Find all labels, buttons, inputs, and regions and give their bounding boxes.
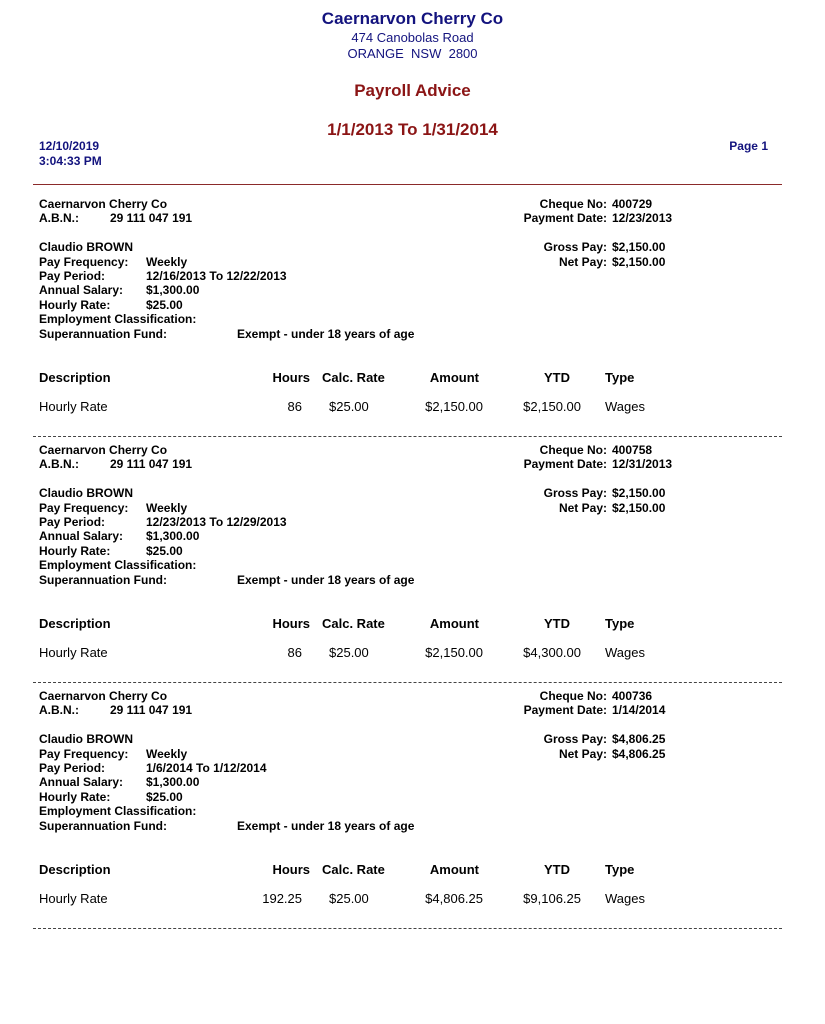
pay-period-value: 12/16/2013 To 12/22/2013 [146, 269, 287, 283]
employee-name: Claudio BROWN [39, 732, 133, 746]
print-time: 3:04:33 PM [39, 154, 102, 168]
line-type: Wages [605, 645, 645, 660]
cheque-no-value: 400758 [612, 443, 653, 457]
payment-date-value: 12/31/2013 [612, 457, 673, 471]
company-title: Caernarvon Cherry Co [321, 9, 504, 28]
net-pay-value: $4,806.25 [612, 747, 666, 761]
pay-period-value: 1/6/2014 To 1/12/2014 [146, 761, 267, 775]
line-calc-rate: $25.00 [329, 645, 369, 660]
annual-salary-value: $1,300.00 [146, 529, 200, 543]
page-number: Page 1 [729, 139, 768, 153]
gross-pay-value: $2,150.00 [612, 486, 666, 500]
payment-date-label: Payment Date: [523, 457, 607, 471]
header-divider [33, 184, 782, 185]
line-calc-rate: $25.00 [329, 891, 369, 906]
line-description: Hourly Rate [39, 891, 108, 906]
line-hours: 86 [287, 645, 302, 660]
superannuation-fund-label: Superannuation Fund: [39, 819, 167, 833]
annual-salary-value: $1,300.00 [146, 283, 200, 297]
col-hours-header: Hours [272, 862, 310, 877]
superannuation-fund-label: Superannuation Fund: [39, 573, 167, 587]
col-calc-rate-header: Calc. Rate [322, 616, 385, 631]
superannuation-fund-label: Superannuation Fund: [39, 327, 167, 341]
annual-salary-label: Annual Salary: [39, 283, 124, 297]
pay-period-label: Pay Period: [39, 515, 106, 529]
line-ytd: $9,106.25 [523, 891, 581, 906]
cheque-no-label: Cheque No: [539, 689, 607, 703]
payment-date-label: Payment Date: [523, 703, 607, 717]
col-ytd-header: YTD [544, 616, 570, 631]
line-hours: 86 [287, 399, 302, 414]
report-date-range: 1/1/2013 To 1/31/2014 [327, 120, 498, 139]
pay-frequency-value: Weekly [146, 255, 188, 269]
gross-pay-label: Gross Pay: [543, 486, 607, 500]
record-divider [33, 928, 782, 929]
record-divider [33, 436, 782, 437]
abn-value: 29 111 047 191 [110, 703, 193, 717]
line-calc-rate: $25.00 [329, 399, 369, 414]
annual-salary-label: Annual Salary: [39, 529, 124, 543]
gross-pay-value: $2,150.00 [612, 240, 666, 254]
record-divider [33, 682, 782, 683]
line-hours: 192.25 [262, 891, 302, 906]
pay-frequency-label: Pay Frequency: [39, 501, 129, 515]
col-calc-rate-header: Calc. Rate [322, 370, 385, 385]
col-type-header: Type [605, 862, 635, 877]
pay-frequency-value: Weekly [146, 501, 188, 515]
hourly-rate-value: $25.00 [146, 790, 183, 804]
line-description: Hourly Rate [39, 399, 108, 414]
employee-name: Claudio BROWN [39, 240, 133, 254]
record-company: Caernarvon Cherry Co [39, 443, 168, 457]
col-description-header: Description [39, 370, 111, 385]
col-description-header: Description [39, 616, 111, 631]
abn-value: 29 111 047 191 [110, 457, 193, 471]
hourly-rate-label: Hourly Rate: [39, 790, 111, 804]
employment-classification-label: Employment Classification: [39, 558, 197, 572]
col-type-header: Type [605, 616, 635, 631]
company-address-line2: ORANGE NSW 2800 [347, 46, 478, 61]
pay-frequency-value: Weekly [146, 747, 188, 761]
col-amount-header: Amount [429, 616, 479, 631]
pay-frequency-label: Pay Frequency: [39, 255, 129, 269]
gross-pay-label: Gross Pay: [543, 240, 607, 254]
line-description: Hourly Rate [39, 645, 108, 660]
cheque-no-value: 400729 [612, 197, 653, 211]
line-type: Wages [605, 399, 645, 414]
payment-date-label: Payment Date: [523, 211, 607, 225]
col-hours-header: Hours [272, 616, 310, 631]
line-amount: $4,806.25 [425, 891, 483, 906]
abn-label: A.B.N.: [39, 211, 79, 225]
payment-date-value: 12/23/2013 [612, 211, 673, 225]
gross-pay-label: Gross Pay: [543, 732, 607, 746]
superannuation-fund-value: Exempt - under 18 years of age [237, 573, 415, 587]
cheque-no-value: 400736 [612, 689, 653, 703]
superannuation-fund-value: Exempt - under 18 years of age [237, 819, 415, 833]
print-date: 12/10/2019 [39, 139, 100, 153]
employee-name: Claudio BROWN [39, 486, 133, 500]
col-ytd-header: YTD [544, 862, 570, 877]
pay-period-label: Pay Period: [39, 761, 106, 775]
annual-salary-value: $1,300.00 [146, 775, 200, 789]
hourly-rate-value: $25.00 [146, 544, 183, 558]
cheque-no-label: Cheque No: [539, 443, 607, 457]
abn-label: A.B.N.: [39, 457, 79, 471]
net-pay-label: Net Pay: [558, 747, 607, 761]
record-company: Caernarvon Cherry Co [39, 689, 168, 703]
employment-classification-label: Employment Classification: [39, 312, 197, 326]
net-pay-label: Net Pay: [558, 501, 607, 515]
abn-label: A.B.N.: [39, 703, 79, 717]
annual-salary-label: Annual Salary: [39, 775, 124, 789]
col-ytd-header: YTD [544, 370, 570, 385]
company-address-line1: 474 Canobolas Road [351, 30, 474, 45]
col-type-header: Type [605, 370, 635, 385]
cheque-no-label: Cheque No: [539, 197, 607, 211]
report-title: Payroll Advice [354, 81, 471, 100]
line-amount: $2,150.00 [425, 645, 483, 660]
pay-frequency-label: Pay Frequency: [39, 747, 129, 761]
pay-period-label: Pay Period: [39, 269, 106, 283]
hourly-rate-label: Hourly Rate: [39, 298, 111, 312]
record-company: Caernarvon Cherry Co [39, 197, 168, 211]
line-amount: $2,150.00 [425, 399, 483, 414]
line-ytd: $2,150.00 [523, 399, 581, 414]
net-pay-value: $2,150.00 [612, 501, 666, 515]
gross-pay-value: $4,806.25 [612, 732, 666, 746]
col-amount-header: Amount [429, 862, 479, 877]
line-ytd: $4,300.00 [523, 645, 581, 660]
employment-classification-label: Employment Classification: [39, 804, 197, 818]
col-calc-rate-header: Calc. Rate [322, 862, 385, 877]
net-pay-value: $2,150.00 [612, 255, 666, 269]
net-pay-label: Net Pay: [558, 255, 607, 269]
line-type: Wages [605, 891, 645, 906]
abn-value: 29 111 047 191 [110, 211, 193, 225]
col-amount-header: Amount [429, 370, 479, 385]
col-description-header: Description [39, 862, 111, 877]
payment-date-value: 1/14/2014 [612, 703, 666, 717]
pay-period-value: 12/23/2013 To 12/29/2013 [146, 515, 287, 529]
hourly-rate-label: Hourly Rate: [39, 544, 111, 558]
hourly-rate-value: $25.00 [146, 298, 183, 312]
superannuation-fund-value: Exempt - under 18 years of age [237, 327, 415, 341]
col-hours-header: Hours [272, 370, 310, 385]
